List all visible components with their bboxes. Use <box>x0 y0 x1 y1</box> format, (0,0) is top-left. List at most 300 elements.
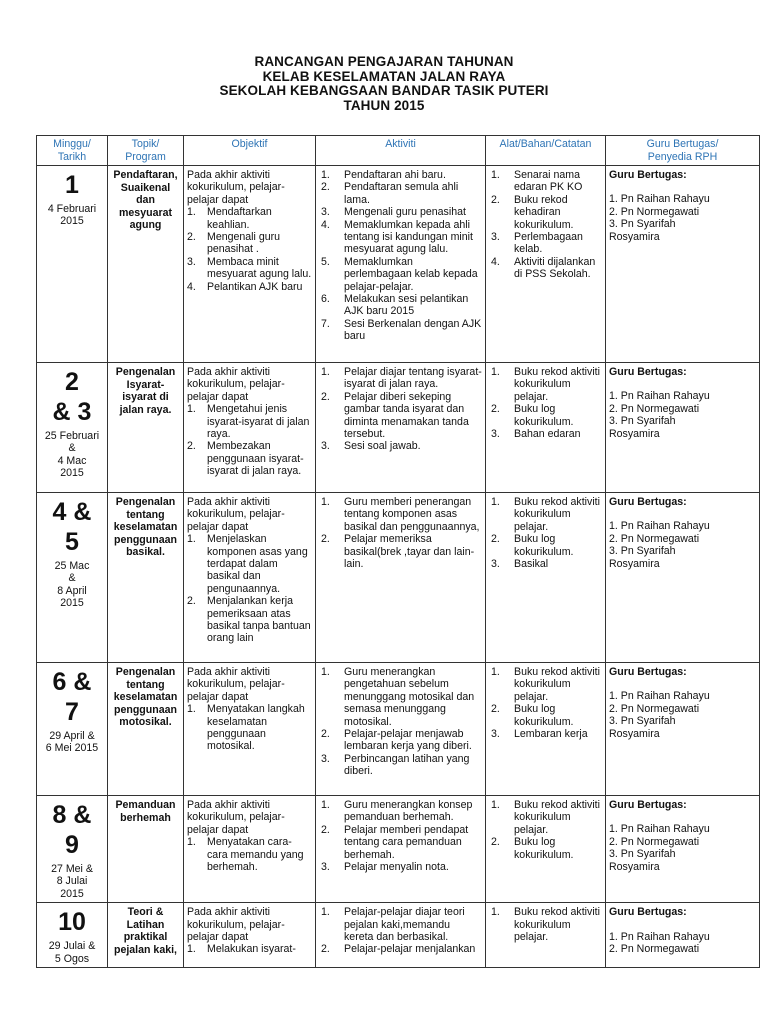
week-date <box>40 730 104 755</box>
item-text: Melakukan isyarat- <box>207 943 296 956</box>
topic-cell <box>108 363 184 493</box>
list-item <box>319 861 482 873</box>
objective-list <box>187 703 312 753</box>
activity-cell <box>316 166 486 363</box>
topic-line: penggunaan <box>114 533 177 546</box>
item-number: 3. <box>321 206 330 219</box>
material-cell <box>486 363 606 493</box>
item-text: Buku log kokurikulum. <box>514 703 574 728</box>
item-number: 1. <box>187 533 196 546</box>
item-number: 1. <box>491 169 500 181</box>
week-number: 7 <box>65 698 79 726</box>
teacher-name: 2. Pn Normegawati <box>609 943 700 956</box>
item-text: Buku log kokurikulum. <box>514 533 574 558</box>
week-number: 9 <box>65 831 79 859</box>
teacher-cell <box>606 493 760 663</box>
item-text: Menjalankan kerja pemeriksaan atas basikal tanpa bantuan orang lain <box>207 595 311 645</box>
col-header-topik: Topik/ Program <box>108 136 184 166</box>
list-item <box>489 799 602 836</box>
item-text: Pelajar menyalin nota. <box>344 861 449 874</box>
list-item <box>319 799 482 824</box>
teacher-name: 1. Pn Raihan Rahayu <box>609 690 710 703</box>
list-item <box>319 318 482 343</box>
week-date <box>40 203 104 228</box>
list-item <box>187 281 312 293</box>
objective-cell <box>184 166 316 363</box>
topic-line: penggunaan <box>114 703 177 716</box>
col-header-minggu: Minggu/ Tarikh <box>37 136 108 166</box>
teacher-heading: Guru Bertugas: <box>609 496 687 508</box>
week-number: 10 <box>58 908 86 937</box>
activity-list <box>319 666 482 778</box>
topic-line: Teori & <box>127 906 164 919</box>
item-number: 1. <box>187 403 196 416</box>
material-list <box>489 496 602 570</box>
topic-line: Pengenalan <box>115 666 176 678</box>
item-text: Memaklumkan perlembagaan kelab kepada pelajar-pelajar. <box>344 255 478 293</box>
item-text: Pelantikan AJK baru <box>207 280 303 293</box>
item-text: Pelajar-pelajar menjawab lembaran kerja yang diberi. <box>344 728 472 753</box>
col-header-objektif: Objektif <box>184 136 316 166</box>
item-number: 1. <box>491 666 500 678</box>
objective-cell <box>184 796 316 903</box>
teacher-name: Rosyamira <box>609 557 660 570</box>
list-item <box>319 256 482 293</box>
topic-line: jalan raya. <box>119 403 172 416</box>
item-number: 1. <box>321 496 330 508</box>
item-text: Menyatakan cara-cara memandu yang berhemah. <box>207 836 304 874</box>
item-number: 1. <box>321 366 330 378</box>
date-line: 2015 <box>60 597 84 610</box>
teacher-name: Rosyamira <box>609 727 660 740</box>
table-row <box>37 363 760 493</box>
week-number: 1 <box>65 171 79 199</box>
topic-cell <box>108 166 184 363</box>
topic-line: Pemanduan <box>115 799 176 811</box>
col-header-aktiviti: Aktiviti <box>316 136 486 166</box>
topic-line: pejalan kaki, <box>113 944 177 956</box>
list-item <box>489 231 602 256</box>
date-line: 4 Februari <box>47 203 97 215</box>
teacher-name: 2. Pn Normegawati <box>609 702 700 715</box>
activity-cell <box>316 493 486 663</box>
list-item <box>319 533 482 570</box>
list-item <box>187 403 312 440</box>
topic-line: Pengenalan <box>115 496 176 508</box>
activity-list <box>319 366 482 453</box>
teacher-name: 2. Pn Normegawati <box>609 835 700 848</box>
table-row <box>37 166 760 363</box>
item-number: 4. <box>321 218 330 231</box>
list-item <box>187 440 312 477</box>
document-title <box>0 55 768 113</box>
col-header-alat: Alat/Bahan/Catatan <box>486 136 606 166</box>
item-number: 3. <box>321 440 330 453</box>
list-item <box>319 293 482 318</box>
item-number: 2. <box>321 390 330 403</box>
date-line: & <box>68 442 76 455</box>
item-text: Lembaran kerja <box>514 728 588 741</box>
activity-cell <box>316 903 486 968</box>
list-item <box>489 194 602 231</box>
teacher-heading: Guru Bertugas: <box>609 169 687 181</box>
item-text: Basikal <box>514 558 549 571</box>
item-text: Menjelaskan komponen asas yang terdapat dalam basikal dan pengunaannya. <box>207 533 308 595</box>
item-text: Bahan edaran <box>514 428 581 441</box>
list-item <box>187 836 312 873</box>
item-number: 1. <box>187 206 196 219</box>
topic-line: keselamatan <box>113 691 178 704</box>
teacher-name: 3. Pn Syarifah <box>609 848 676 861</box>
objective-list <box>187 533 312 645</box>
teacher-heading: Guru Bertugas: <box>609 366 687 378</box>
topic-cell <box>108 663 184 796</box>
item-text: Buku rekod aktiviti kokurikulum pelajar. <box>514 366 600 403</box>
list-item <box>489 558 602 570</box>
date-line: & <box>68 572 76 585</box>
item-text: Mengetahui jenis isyarat-isyarat di jalan raya. <box>207 403 310 441</box>
item-number: 1. <box>187 943 196 956</box>
week-date <box>40 863 104 900</box>
item-text: Buku rekod aktiviti kokurikulum pelajar. <box>514 906 600 944</box>
date-line: 6 Mei 2015 <box>45 742 99 755</box>
date-line: 5 Ogos <box>54 952 90 965</box>
item-number: 3. <box>321 861 330 874</box>
date-line: 2015 <box>60 467 84 480</box>
teacher-name: 1. Pn Raihan Rahayu <box>609 193 710 206</box>
teacher-name: Rosyamira <box>609 427 660 440</box>
topic-line: keselamatan <box>113 521 178 534</box>
topic-line: Latihan <box>126 918 165 931</box>
teacher-heading: Guru Bertugas: <box>609 799 687 811</box>
item-text: Pendaftaran semula ahli lama. <box>344 181 459 206</box>
item-number: 2. <box>187 440 196 453</box>
objective-list <box>187 206 312 293</box>
item-number: 2. <box>187 231 196 244</box>
week-date <box>40 430 104 480</box>
activity-list <box>319 799 482 873</box>
item-text: Buku log kokurikulum. <box>514 403 574 428</box>
week-number: 5 <box>65 528 79 556</box>
list-item <box>489 256 602 281</box>
item-text: Buku rekod aktiviti kokurikulum pelajar. <box>514 666 600 703</box>
list-item <box>319 440 482 452</box>
material-cell <box>486 663 606 796</box>
list-item <box>319 169 482 181</box>
item-text: Buku rekod kehadiran kokurikulum. <box>514 193 574 231</box>
item-text: Membezakan penggunaan isyarat-isyarat di jalan raya. <box>207 440 304 478</box>
title-line-3: SEKOLAH KEBANGSAAN BANDAR TASIK PUTERI <box>219 83 549 98</box>
item-number: 2. <box>321 181 330 194</box>
week-cell <box>37 166 108 363</box>
material-cell <box>486 166 606 363</box>
title-line-2: KELAB KESELAMATAN JALAN RAYA <box>262 68 506 84</box>
teacher-heading: Guru Bertugas: <box>609 906 687 919</box>
item-text: Pendaftaran ahi baru. <box>344 169 446 181</box>
list-item <box>319 391 482 441</box>
item-number: 3. <box>491 231 500 244</box>
item-number: 3. <box>491 728 500 741</box>
item-text: Membaca minit mesyuarat agung lalu. <box>207 255 312 281</box>
teacher-name: 1. Pn Raihan Rahayu <box>609 823 710 836</box>
table-row <box>37 903 760 968</box>
topic-line: basikal. <box>126 546 165 559</box>
date-line: 2015 <box>60 215 84 228</box>
list-item <box>319 943 482 955</box>
list-item <box>489 906 602 943</box>
date-line: 27 Mei & <box>51 863 93 875</box>
item-number: 2. <box>321 823 330 836</box>
material-list <box>489 906 602 943</box>
date-line: 2015 <box>60 887 84 900</box>
item-text: Memaklumkan kepada ahli tentang isi kandungan minit mesyuarat agung lalu. <box>344 218 473 256</box>
week-cell <box>37 903 108 968</box>
objective-intro: Pada akhir aktiviti kokurikulum, pelajar-pelajar dapat <box>187 366 285 403</box>
item-text: Mengenali guru penasihat <box>344 206 466 219</box>
item-text: Pelajar diberi sekeping gambar tanda isyarat dan diminta menamakan tanda tersebut. <box>344 390 469 441</box>
objective-list <box>187 836 312 873</box>
item-number: 4. <box>187 280 196 293</box>
teacher-cell <box>606 166 760 363</box>
list-item <box>319 206 482 218</box>
material-cell <box>486 493 606 663</box>
objective-cell <box>184 663 316 796</box>
col-header-guru: Guru Bertugas/ Penyedia RPH <box>606 136 760 166</box>
title-line-4: TAHUN 2015 <box>343 97 425 113</box>
week-number: & 3 <box>52 398 92 426</box>
objective-intro: Pada akhir aktiviti kokurikulum, pelajar-pelajar dapat <box>187 906 285 944</box>
topic-line: Suaikenal <box>120 181 171 194</box>
activity-cell <box>316 796 486 903</box>
material-cell <box>486 796 606 903</box>
spacer <box>609 811 756 823</box>
week-cell <box>37 796 108 903</box>
list-item <box>319 181 482 206</box>
item-number: 3. <box>321 752 330 765</box>
item-number: 1. <box>321 906 330 919</box>
objective-list <box>187 403 312 477</box>
teacher-name: 3. Pn Syarifah <box>609 218 676 231</box>
list-item <box>187 595 312 645</box>
activity-cell <box>316 663 486 796</box>
week-cell <box>37 363 108 493</box>
list-item <box>489 533 602 558</box>
date-line: 29 Julai & <box>48 940 96 953</box>
item-number: 3. <box>491 428 500 441</box>
rph-table <box>36 135 760 968</box>
list-item <box>319 753 482 778</box>
date-line: 25 Februari <box>44 430 100 442</box>
spacer <box>609 508 756 520</box>
week-number: 4 & <box>52 498 92 526</box>
item-number: 2. <box>491 403 500 416</box>
item-text: Mendaftarkan keahlian. <box>207 206 272 231</box>
table-row <box>37 796 760 903</box>
list-item <box>319 728 482 753</box>
topic-line: berhemah <box>120 811 171 824</box>
item-text: Perlembagaan kelab. <box>514 231 583 256</box>
item-text: Pelajar diajar tentang isyarat-isyarat di jalan raya. <box>344 366 482 391</box>
item-number: 1. <box>491 906 500 919</box>
teacher-name: 3. Pn Syarifah <box>609 545 676 558</box>
list-item <box>489 666 602 703</box>
date-line: 4 Mac <box>57 454 87 467</box>
date-line: 8 Julai <box>56 875 88 888</box>
material-list <box>489 169 602 281</box>
item-text: Buku log kokurikulum. <box>514 836 574 861</box>
topic-cell <box>108 903 184 968</box>
list-item <box>187 231 312 256</box>
item-number: 2. <box>491 193 500 206</box>
item-text: Pelajar-pelajar diajar teori pejalan kaki,memandu kereta dan berbasikal. <box>344 906 465 944</box>
material-list <box>489 799 602 861</box>
item-number: 2. <box>321 943 330 956</box>
spacer <box>609 181 756 193</box>
teacher-name: 1. Pn Raihan Rahayu <box>609 390 710 403</box>
material-list <box>489 666 602 740</box>
teacher-name: 1. Pn Raihan Rahayu <box>609 930 710 943</box>
table-row <box>37 493 760 663</box>
item-text: Menyatakan langkah keselamatan penggunaan motosikal. <box>207 703 305 753</box>
topic-cell <box>108 493 184 663</box>
item-number: 2. <box>321 728 330 741</box>
list-item <box>319 666 482 728</box>
material-list <box>489 366 602 440</box>
list-item <box>187 256 312 281</box>
item-text: Melakukan sesi pelantikan AJK baru 2015 <box>344 293 469 318</box>
topic-line: Isyarat- <box>126 378 165 391</box>
list-item <box>489 403 602 428</box>
item-number: 2. <box>491 533 500 546</box>
list-item <box>489 703 602 728</box>
material-cell <box>486 903 606 968</box>
list-item <box>489 428 602 440</box>
topic-line: tentang <box>126 508 165 521</box>
teacher-cell <box>606 903 760 968</box>
item-text: Sesi Berkenalan dengan AJK baru <box>344 317 482 343</box>
item-number: 6. <box>321 293 330 306</box>
teacher-cell <box>606 663 760 796</box>
date-line: 8 April <box>57 584 87 597</box>
list-item <box>187 703 312 753</box>
week-date <box>40 940 104 965</box>
objective-intro: Pada akhir aktiviti kokurikulum, pelajar-pelajar dapat <box>187 799 285 836</box>
activity-list <box>319 496 482 570</box>
item-number: 1. <box>321 169 330 181</box>
item-text: Senarai nama edaran PK KO <box>514 169 583 194</box>
list-item <box>187 943 312 955</box>
item-number: 3. <box>491 558 500 571</box>
item-text: Guru menerangkan konsep pemanduan berhemah. <box>344 799 473 824</box>
list-item <box>489 366 602 403</box>
topic-line: mesyuarat <box>119 206 172 219</box>
list-item <box>319 219 482 256</box>
week-number: 2 <box>65 368 79 396</box>
teacher-name: 2. Pn Normegawati <box>609 532 700 545</box>
list-item <box>489 496 602 533</box>
teacher-name: 2. Pn Normegawati <box>609 205 700 218</box>
objective-cell <box>184 493 316 663</box>
item-number: 1. <box>491 366 500 378</box>
topic-line: tentang <box>126 678 165 691</box>
item-number: 1. <box>187 836 196 849</box>
item-text: Guru memberi penerangan tentang komponen asas basikal dan penggunaannya, <box>344 496 480 533</box>
item-text: Pelajar memberi pendapat tentang cara pemanduan berhemah. <box>344 823 469 861</box>
title-line-1: RANCANGAN PENGAJARAN TAHUNAN <box>254 54 514 69</box>
list-item <box>489 836 602 861</box>
item-text: Pelajar memeriksa basikal(brek ,tayar dan lain-lain. <box>344 533 475 571</box>
topic-line: praktikal <box>123 931 168 944</box>
item-text: Pelajar-pelajar menjalankan <box>344 943 476 956</box>
week-date <box>40 560 104 610</box>
list-item <box>489 169 602 194</box>
item-number: 7. <box>321 317 330 330</box>
item-text: Aktiviti dijalankan di PSS Sekolah. <box>514 255 596 281</box>
item-number: 1. <box>187 703 196 716</box>
item-number: 1. <box>321 666 330 678</box>
item-number: 2. <box>321 533 330 546</box>
spacer <box>609 678 756 690</box>
item-number: 1. <box>321 799 330 811</box>
objective-intro: Pada akhir aktiviti kokurikulum, pelajar-pelajar dapat <box>187 496 285 533</box>
week-number: 8 & <box>52 801 92 829</box>
activity-cell <box>316 363 486 493</box>
list-item <box>187 533 312 595</box>
teacher-name: Rosyamira <box>609 230 660 243</box>
objective-intro: Pada akhir aktiviti kokurikulum, pelajar-pelajar dapat <box>187 666 285 703</box>
activity-list <box>319 906 482 956</box>
topic-line: motosikal. <box>119 716 172 729</box>
item-number: 1. <box>491 496 500 508</box>
topic-cell <box>108 796 184 903</box>
teacher-heading: Guru Bertugas: <box>609 666 687 678</box>
list-item <box>319 824 482 861</box>
item-number: 3. <box>187 255 196 268</box>
teacher-cell <box>606 363 760 493</box>
item-text: Buku rekod aktiviti kokurikulum pelajar. <box>514 496 600 533</box>
list-item <box>319 906 482 943</box>
date-line: 25 Mac <box>54 560 90 572</box>
activity-list <box>319 169 482 343</box>
objective-list <box>187 943 312 955</box>
objective-intro: Pada akhir aktiviti kokurikulum, pelajar-pelajar dapat <box>187 169 285 206</box>
item-text: Sesi soal jawab. <box>344 440 421 453</box>
item-text: Buku rekod aktiviti kokurikulum pelajar. <box>514 799 600 836</box>
teacher-name: Rosyamira <box>609 860 660 873</box>
item-text: Guru menerangkan pengetahuan sebelum menunggang motosikal dan semasa menunggang motosikal. <box>344 666 475 728</box>
teacher-cell <box>606 796 760 903</box>
list-item <box>187 206 312 231</box>
item-number: 2. <box>491 703 500 716</box>
date-line: 29 April & <box>49 730 95 742</box>
week-number: 6 & <box>52 668 92 696</box>
teacher-name: 1. Pn Raihan Rahayu <box>609 520 710 533</box>
topic-line: isyarat di <box>122 391 169 404</box>
item-number: 5. <box>321 255 330 268</box>
item-number: 1. <box>491 799 500 811</box>
teacher-name: 3. Pn Syarifah <box>609 415 676 428</box>
objective-cell <box>184 903 316 968</box>
list-item <box>319 496 482 533</box>
teacher-name: 2. Pn Normegawati <box>609 402 700 415</box>
topic-line: agung <box>129 219 162 232</box>
week-cell <box>37 663 108 796</box>
objective-cell <box>184 363 316 493</box>
topic-line: Pengenalan <box>115 366 176 378</box>
item-text: Perbincangan latihan yang diberi. <box>344 752 470 778</box>
table-row <box>37 663 760 796</box>
item-number: 2. <box>187 595 196 608</box>
